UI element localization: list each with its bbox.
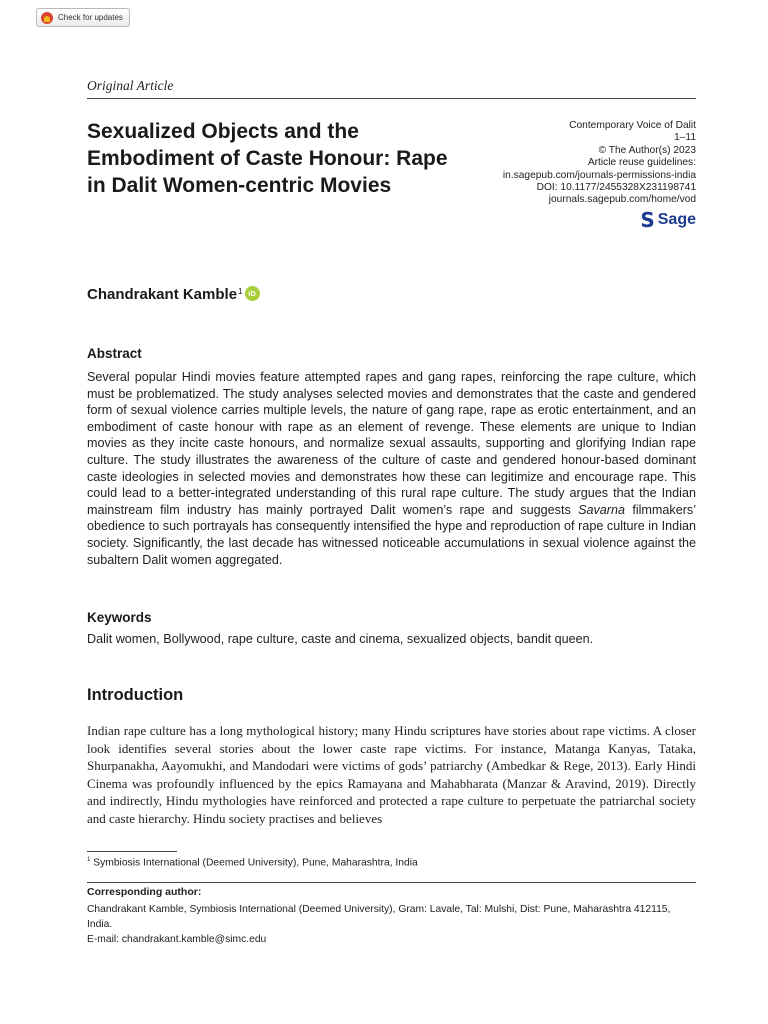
reuse-guidelines-label: Article reuse guidelines:: [587, 157, 696, 169]
sage-logo: [503, 207, 696, 232]
check-for-updates-label: Check for updates: [58, 13, 123, 22]
journal-name: Contemporary Voice of Dalit: [569, 120, 696, 131]
reuse-guidelines-link[interactable]: in.sagepub.com/journals-permissions-india: [502, 169, 696, 181]
author-name: Chandrakant Kamble: [87, 286, 238, 303]
corresponding-author-address: Chandrakant Kamble, Symbiosis International (Deemed University), Gram: Lavale, Tal: Mulshi, Dist: Pune, Maharashtra 412115, India.: [87, 904, 671, 930]
crossmark-icon: [41, 12, 53, 24]
abstract-italic-term: Savarna: [578, 502, 626, 517]
introduction-text: Indian rape culture has a long mythological history; many Hindu scriptures have stories about rape victims. A closer look identifies several stories about the lower caste rape victims. For instance, Matanga Kanyas, Tataka, Shurpanakha, Aayomukhi, and Mandodari were victims of gods’ patriarchy (Ambedkar & Rege, 2013). Early Hindi Cinema was profoundly influenced by the epics Ramayana and Mahabharata (Manzar & Aravind, 2019). Directly and indirectly, Hindu mythologies have reinforced and protected a rape culture to perpetuate the patriarchal society and caste hierarchy. Hindu society practises and believes: [87, 723, 696, 826]
article-type: Original Article: [87, 78, 174, 93]
footnote-divider: [87, 851, 177, 852]
article-title: Sexualized Objects and the Embodiment of Caste Honour: Rape in Dalit Women-centric Movies: [87, 120, 448, 197]
affiliation-footnote: [87, 857, 418, 868]
copyright: © The Author(s) 2023: [598, 144, 696, 156]
author-affiliation-marker: 1: [238, 287, 243, 296]
corresponding-author-details: [87, 902, 696, 947]
journal-info: [502, 120, 696, 232]
check-for-updates-button[interactable]: [36, 8, 130, 27]
corresponding-author-email[interactable]: E-mail: chandrakant.kamble@simc.edu: [87, 934, 267, 945]
journal-homepage-link[interactable]: journals.sagepub.com/home/vod: [548, 194, 696, 206]
header-divider: [87, 98, 696, 99]
footnote-text: Symbiosis International (Deemed University), Pune, Maharashtra, India: [93, 857, 418, 869]
page-range: 1–11: [674, 132, 696, 144]
keywords-heading: Keywords: [87, 610, 152, 625]
corresponding-author-label: Corresponding author:: [87, 886, 202, 898]
abstract-text: [87, 369, 696, 568]
footnote-marker: 1: [87, 857, 91, 863]
abstract-text-part-1: Several popular Hindi movies feature attempted rapes and gang rapes, reinforcing the rape culture, which must be problematized. The study analyses selected movies and demonstrates that the caste and gendered form of sexual violence carries multiple levels, the nature of gang rape, rape as erotic entertainment, and an embodiment of caste honour with rape as an element of revenge. These elements are unique to Indian movies as they incite caste honours, and normalize sexual assaults, supporting and glorifying Indian rape culture. The study illustrates the awareness of the culture of caste and gendered honour-based dominant caste ideologies in selected movies and demonstrates how these can legitimize and encourage rape. This could lead to a better-integrated understanding of this rural rape culture. The study argues that the Indian mainstream film industry has mainly portrayed Dalit women’s rape and suggests: [87, 370, 696, 517]
sage-s-icon: S: [640, 207, 655, 232]
author-line: [87, 286, 260, 303]
sage-wordmark: Sage: [657, 210, 696, 228]
abstract-heading: Abstract: [87, 346, 142, 361]
orcid-icon[interactable]: iD: [245, 286, 260, 301]
doi[interactable]: DOI: 10.1177/2455328X231198741: [536, 182, 696, 194]
keywords-text: Dalit women, Bollywood, rape culture, caste and cinema, sexualized objects, bandit queen.: [87, 632, 594, 646]
abstract-text-part-2: filmmakers’ obedience to such portrayals has consequently intensified the hype and reproduction of rape culture in Indian society. Significantly, the last decade has witnessed noticeable accumulations in sexual violence against the subaltern Dalit women aggregated.: [87, 502, 696, 567]
correspondence-divider: [87, 882, 696, 883]
introduction-heading: Introduction: [87, 686, 184, 704]
